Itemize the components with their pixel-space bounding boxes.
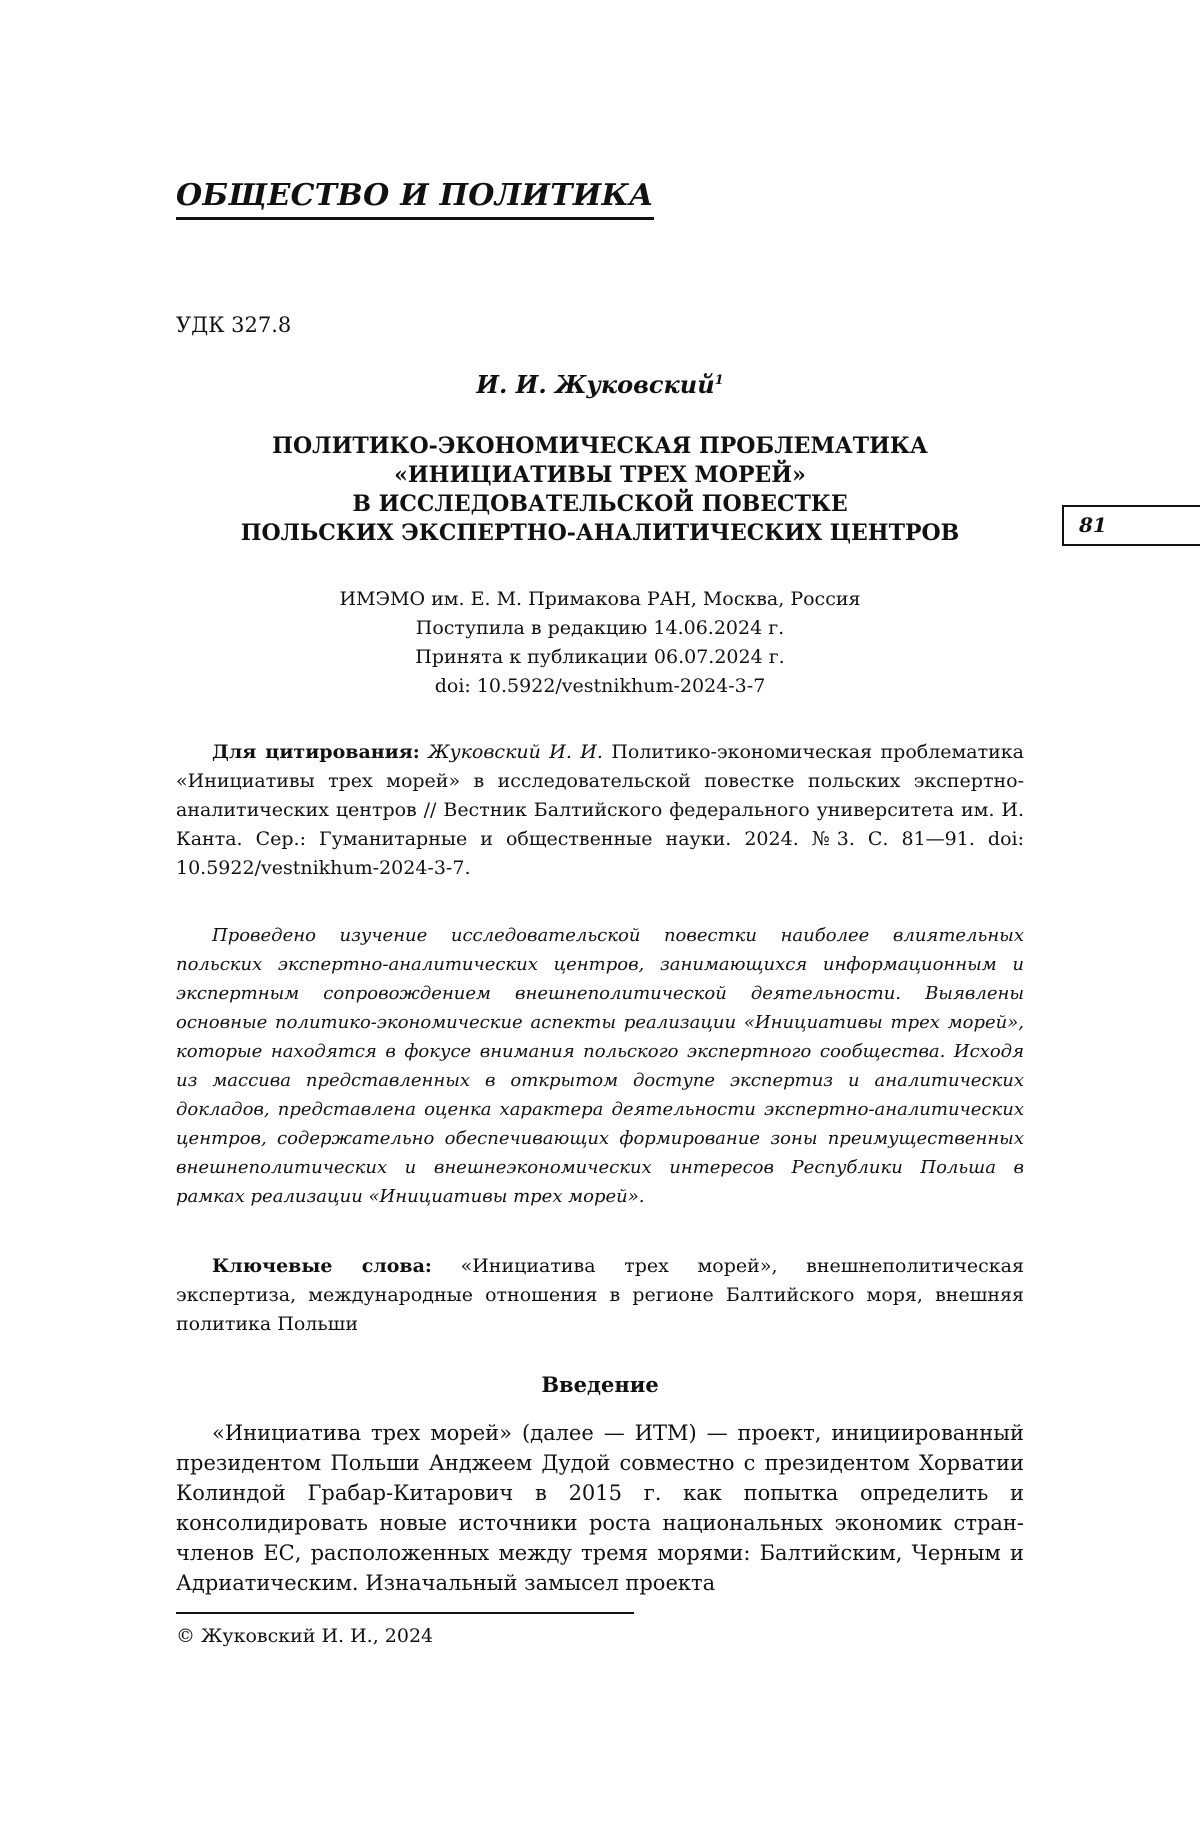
citation-block	[176, 738, 1024, 883]
introduction-paragraph: «Инициатива трех морей» (далее — ИТМ) — проект, инициированный президентом Польши Анджеем Дудой совместно с президентом Хорватии Колиндой Грабар-Китарович в 2015 г. как попытка определить и консолидировать новые источники роста национальных экономик стран-членов ЕС, расположенных между тремя морями: Балтийским, Черным и Адриатическим. Изначальный замысел проекта	[176, 1421, 1024, 1595]
page-number-tab: 81	[1062, 505, 1200, 546]
introduction-heading: Введение	[541, 1372, 659, 1397]
citation-label: Для цитирования:	[212, 741, 420, 763]
author-line	[176, 370, 1024, 399]
title-line: ПОЛИТИКО-ЭКОНОМИЧЕСКАЯ ПРОБЛЕМАТИКА	[272, 433, 928, 459]
citation-author: Жуковский И. И.	[428, 741, 603, 763]
keywords-block	[176, 1252, 1024, 1339]
footnote-divider	[176, 1612, 634, 1614]
keywords-label: Ключевые слова:	[212, 1255, 432, 1277]
title-line: «ИНИЦИАТИВЫ ТРЕХ МОРЕЙ»	[394, 462, 806, 488]
article-title	[176, 432, 1024, 548]
citation-text: Политико-экономическая проблематика «Инициативы трех морей» в исследовательской повестке польских экспертно-аналитических центров // Вестник Балтийского федерального университета им. И. Канта. Сер.: Гуманитарные и общественные науки. 2024. №3. С. 81—91. doi: 10.5922/vestnikhum-2024-3-7.	[176, 741, 1024, 879]
received-date: Поступила в редакцию 14.06.2024 г.	[415, 617, 785, 639]
title-line: ПОЛЬСКИХ ЭКСПЕРТНО-АНАЛИТИЧЕСКИХ ЦЕНТРОВ	[240, 520, 960, 546]
accepted-date: Принята к публикации 06.07.2024 г.	[415, 646, 785, 668]
author-footnote-mark: 1	[714, 373, 724, 388]
affiliation-block	[176, 585, 1024, 701]
author-name: И. И. Жуковский	[476, 370, 715, 399]
doi: doi: 10.5922/vestnikhum-2024-3-7	[434, 675, 766, 697]
section-header: ОБЩЕСТВО И ПОЛИТИКА	[176, 178, 654, 220]
copyright: © Жуковский И. И., 2024	[176, 1625, 434, 1647]
keywords-text: «Инициатива трех морей», внешнеполитическая экспертиза, международные отношения в регионе Балтийского моря, внешняя политика Польши	[176, 1255, 1024, 1335]
abstract: Проведено изучение исследовательской повестки наиболее влиятельных польских экспертно-аналитических центров, занимающихся информационным и экспертным сопровождением внешнеполитической деятельности. Выявлены основные политико-экономические аспекты реализации «Инициативы трех морей», которые находятся в фокусе внимания польского экспертного сообщества. Исходя из массива представленных в открытом доступе экспертиз и аналитических докладов, представлена оценка характера деятельности экспертно-аналитических центров, содержательно обеспечивающих формирование зоны преимущественных внешнеполитических и внешнеэкономических интересов Республики Польша в рамках реализации «Инициативы трех морей».	[176, 925, 1024, 1207]
title-line: В ИССЛЕДОВАТЕЛЬСКОЙ ПОВЕСТКЕ	[352, 491, 848, 517]
institution: ИМЭМО им. Е. М. Примакова РАН, Москва, Россия	[339, 588, 861, 610]
udk-code: УДК 327.8	[176, 313, 292, 337]
